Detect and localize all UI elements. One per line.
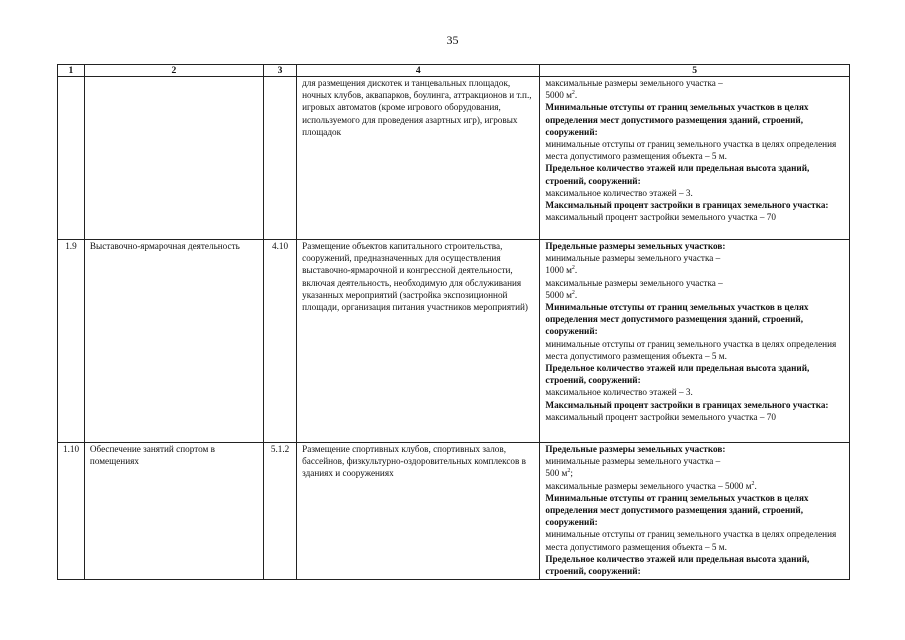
header-col-2: 2	[84, 65, 263, 77]
use-name	[84, 77, 263, 240]
parameter-text: минимальные размеры земельного участка –	[545, 456, 721, 467]
parameter-text: максимальные размеры земельного участка –	[545, 78, 723, 88]
header-col-3: 3	[264, 65, 297, 77]
parameter-text: максимальное количество этажей – 3.	[545, 187, 693, 198]
table-row	[58, 77, 850, 240]
parameter-heading: Минимальные отступы от границ земельных участков в целях определения мест допустимого размещения зданий, строений, сооружений:	[545, 302, 809, 337]
parameter-heading: Минимальные отступы от границ земельных участков в целях определения мест допустимого размещения зданий, строений, сооружений:	[545, 492, 809, 528]
parameter-heading: Максимальный процент застройки в границах земельного участка:	[545, 399, 829, 410]
table-row	[58, 240, 850, 443]
parameter-text: минимальные отступы от границ земельного участка в целях определения места допустимого размещения объекта – 5 м.	[545, 338, 837, 361]
parameter-heading: Предельное количество этажей или предельная высота зданий, строений, сооружений:	[545, 553, 810, 577]
parameter-heading: Максимальный процент застройки в границах земельного участка:	[545, 200, 829, 211]
table-row	[58, 443, 850, 580]
parameter-text: 5000 $м^2$.	[545, 90, 578, 101]
zoning-table	[57, 64, 850, 580]
use-description: Размещение объектов капитального строительства, сооружений, предназначенных для осуществления выставочно-ярмарочной и конгрессной деятельности, включая деятельность, необходимую для обслуживания указанных мероприятий (застройка экспозиционной площади, организация питания участников мероприятий)	[297, 240, 540, 443]
use-parameters	[540, 77, 850, 240]
header-col-4: 4	[297, 65, 540, 77]
use-name: Выставочно-ярмарочная деятельность	[84, 240, 263, 443]
parameter-text: 5000 $м^2$.	[545, 289, 578, 300]
use-code	[264, 77, 297, 240]
parameter-heading: Минимальные отступы от границ земельных участков в целях определения мест допустимого размещения зданий, строений, сооружений:	[545, 102, 809, 137]
row-number	[58, 77, 85, 240]
parameter-text: максимальные размеры земельного участка – 5000 $м^2$.	[545, 480, 757, 491]
parameter-heading: Предельное количество этажей или предельная высота зданий, строений, сооружений:	[545, 163, 810, 186]
use-parameters	[540, 443, 850, 580]
parameter-text: минимальные размеры земельного участка –	[545, 253, 721, 264]
parameter-text: минимальные отступы от границ земельного участка в целях определения места допустимого размещения объекта – 5 м.	[545, 139, 837, 162]
parameter-heading: Предельное количество этажей или предельная высота зданий, строений, сооружений:	[545, 363, 810, 386]
use-description: для размещения дискотек и танцевальных площадок, ночных клубов, аквапарков, боулинга, аттракционов и т.п., игровых автоматов (кроме игрового оборудования, используемого для проведения азартных игр), игровых площадок	[297, 77, 540, 240]
use-code: 4.10	[264, 240, 297, 443]
page-number: 35	[446, 33, 459, 47]
header-col-5: 5	[540, 65, 850, 77]
parameter-text: максимальный процент застройки земельного участка – 70	[545, 212, 776, 223]
use-parameters	[540, 240, 850, 443]
row-number: 1.10	[58, 443, 85, 580]
use-name: Обеспечение занятий спортом в помещениях	[84, 443, 263, 580]
header-row	[58, 65, 850, 77]
header-col-1: 1	[58, 65, 85, 77]
parameter-text: 1000 $м^2$.	[545, 265, 578, 276]
parameter-text: 500 $м^2$;	[545, 468, 573, 479]
parameter-heading: Предельные размеры земельных участков:	[545, 444, 726, 454]
parameter-heading: Предельные размеры земельных участков:	[545, 241, 726, 251]
row-number: 1.9	[58, 240, 85, 443]
parameter-text: максимальное количество этажей – 3.	[545, 387, 693, 398]
parameter-text: максимальные размеры земельного участка –	[545, 277, 723, 288]
parameter-text: максимальный процент застройки земельного участка – 70	[545, 411, 776, 422]
use-description: Размещение спортивных клубов, спортивных залов, бассейнов, физкультурно-оздоровительных комплексов в зданиях и сооружениях	[297, 443, 540, 580]
use-code: 5.1.2	[264, 443, 297, 580]
parameter-text: минимальные отступы от границ земельного участка в целях определения места допустимого размещения объекта – 5 м.	[545, 529, 837, 552]
